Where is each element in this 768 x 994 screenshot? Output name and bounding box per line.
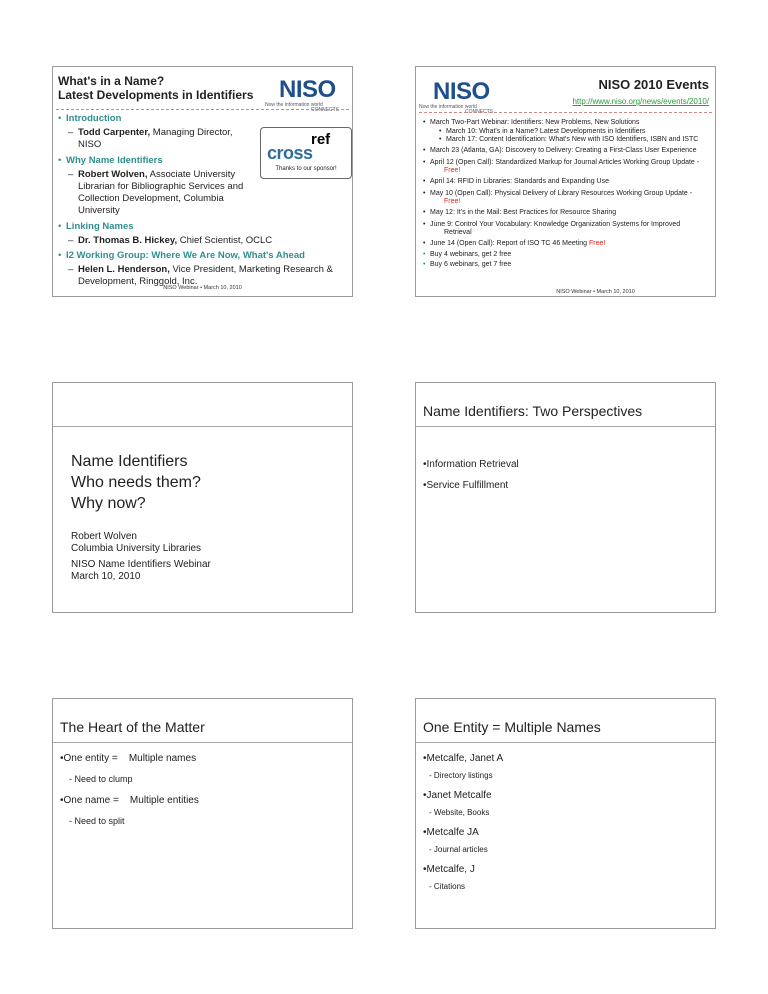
event-item: • May 10 (Open Call): Physical Delivery of Library Resources Working Group Update - Free!: [423, 189, 693, 206]
slide6-title: One Entity = Multiple Names: [423, 719, 601, 735]
slide-footer: NISO Webinar • March 10, 2010: [556, 289, 635, 295]
slide-heart-of-matter: [52, 698, 353, 929]
events-link[interactable]: http://www.niso.org/news/events/2010/: [572, 97, 709, 106]
bullet-name-variant: •Metcalfe JA: [423, 827, 479, 838]
divider: [53, 426, 352, 427]
slide1-title: What's in a Name? Latest Developments in Identifiers: [58, 74, 254, 102]
subbullet-split: - Need to split: [69, 816, 125, 826]
event-item: • June 9: Control Your Vocabulary: Knowledge Organization Systems for Improved Retrieval: [423, 220, 681, 237]
slide-one-entity-multiple-names: [415, 698, 716, 929]
subbullet-clump: - Need to clump: [69, 774, 133, 784]
slide5-title: The Heart of the Matter: [60, 719, 205, 735]
agenda-speaker: – Todd Carpenter, Managing Director, NISO: [68, 127, 233, 151]
event-subitem: • March 10: What's in a Name? Latest Developments in Identifiers: [439, 127, 646, 135]
bullet-one-entity: •One entity = Multiple names: [60, 753, 197, 764]
divider: [416, 742, 715, 743]
deal-item: • Buy 4 webinars, get 2 free: [423, 251, 512, 259]
divider: [56, 109, 349, 110]
agenda-item: • Introduction: [58, 113, 122, 124]
agenda-speaker: – Robert Wolven, Associate University Librarian for Bibliographic Services and Collection Development, Columbia University: [68, 168, 244, 217]
subbullet-source: - Website, Books: [429, 808, 490, 817]
subbullet-source: - Citations: [429, 882, 466, 891]
bullet-name-variant: •Janet Metcalfe: [423, 790, 492, 801]
event-item: • April 14: RFID in Libraries: Standards and Expanding Use: [423, 178, 609, 186]
niso-logo: NISO Now the information world CONNECTS: [419, 78, 494, 115]
agenda-speaker: – Dr. Thomas B. Hickey, Chief Scientist, OCLC: [68, 234, 273, 246]
bullet-name-variant: •Metcalfe, J: [423, 864, 475, 875]
event-item: • May 12: It's in the Mail: Best Practices for Resource Sharing: [423, 209, 617, 217]
events-list: [422, 119, 714, 272]
slide2-title: NISO 2010 Events: [598, 77, 709, 92]
slide-agenda: [52, 66, 353, 297]
agenda-item: • Why Name Identifiers: [58, 154, 163, 166]
bullet-name-variant: •Metcalfe, Janet A: [423, 753, 504, 764]
crossref-logo: ref cross: [267, 131, 331, 163]
divider: [53, 742, 352, 743]
agenda-speaker: – Helen L. Henderson, Vice President, Marketing Research & Development, Ringgold, Inc.: [68, 264, 333, 288]
event-item: • April 12 (Open Call): Standardized Markup for Journal Articles Working Group Update - Free!: [423, 158, 700, 175]
event-subitem: • March 17: Content Identification: What's New with ISO Identifiers, ISBN and ISTC: [439, 136, 699, 144]
agenda-item: • I2 Working Group: Where We Are Now, What's Ahead: [58, 250, 305, 262]
deal-item: • Buy 6 webinars, get 7 free: [423, 260, 512, 268]
subbullet-source: - Directory listings: [429, 771, 493, 780]
niso-logo: NISO Now the information world CONNECTS: [265, 76, 340, 113]
slide-title-wolven: [52, 382, 353, 613]
sponsor-box: ref cross Thanks to our sponsor!: [260, 127, 352, 179]
divider: [416, 426, 715, 427]
bullet-information-retrieval: •Information Retrieval: [423, 459, 519, 470]
event-item: • June 14 (Open Call): Report of ISO TC 46 Meeting Free!: [423, 240, 606, 248]
slide3-presenter: Robert Wolven Columbia University Libraries NISO Name Identifiers Webinar March 10, 2010: [71, 531, 211, 582]
event-item: • March 23 (Atlanta, GA): Discovery to Delivery: Creating a First-Class User Experience: [423, 147, 697, 155]
slide-two-perspectives: [415, 382, 716, 613]
bullet-service-fulfillment: •Service Fulfillment: [423, 480, 509, 491]
slide3-heading: Name Identifiers Who needs them? Why now?: [71, 453, 201, 512]
bullet-one-name: •One name = Multiple entities: [60, 795, 199, 806]
slide-footer: NISO Webinar • March 10, 2010: [163, 285, 242, 291]
agenda-item: • Linking Names: [58, 220, 134, 232]
slide4-title: Name Identifiers: Two Perspectives: [423, 403, 643, 419]
divider: [419, 112, 712, 113]
event-item: • March Two-Part Webinar: Identifiers: New Problems, New Solutions • March 10: What's in a Name? Latest Developments in Identifiers • March 17: Content Identification: What's New with ISO Identifiers, ISBN and ISTC: [422, 119, 714, 145]
subbullet-source: - Journal articles: [429, 845, 488, 854]
slide-events: [415, 66, 716, 297]
